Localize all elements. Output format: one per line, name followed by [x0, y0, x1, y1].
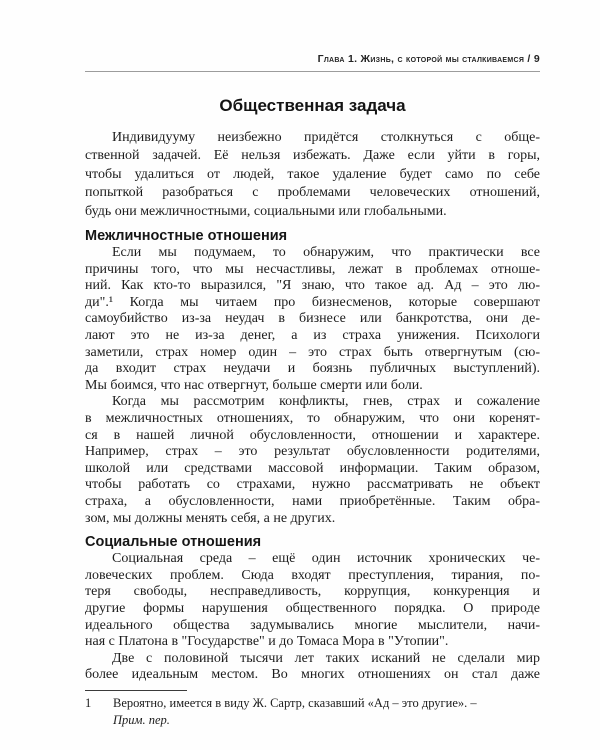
text-line: чтобы работать со страхами, нужно рассматривать не объект	[85, 477, 540, 493]
section-heading-interpersonal: Межличностные отношения	[85, 228, 288, 245]
text-line: Мы боимся, что нас отвергнут, больше смерти или боли.	[85, 377, 423, 393]
footnote-translator-note: Прим. пер.	[113, 712, 170, 727]
text-line: ная с Платона в "Государстве" и до Томаса Мора в "Утопии".	[85, 634, 449, 650]
text-line: да входит страх неудачи и боязнь публичных выступлений).	[85, 361, 540, 377]
text-line: другие формы нарушения общественного порядка. О природе	[85, 600, 540, 616]
text-column	[85, 0, 540, 729]
text-line: лают это не из-за денег, а из страха унижения. Психологи	[85, 328, 540, 343]
text-line: чтобы удалиться от людей, такое удаление будет само по себе	[85, 166, 540, 182]
footnote	[85, 690, 540, 729]
footnote-line: Вероятно, имеется в виду Ж. Сартр, сказавший «Ад – это другие». –	[113, 695, 477, 710]
text-line: Например, страх – это результат обусловленности родителями,	[85, 444, 540, 460]
paragraph-intro	[85, 129, 540, 221]
text-line: самоубийство из-за неудач в бизнесе или банкротства, они де-	[85, 311, 540, 327]
text-line: теря свободы, несправедливость, коррупция, конкуренция и	[85, 584, 540, 600]
text-line: заметили, страх номер один – это страх быть отвергнутым (сю-	[85, 344, 540, 360]
running-header-text: Глава 1. Жизнь, с которой мы сталкиваемся / 9	[317, 53, 540, 65]
text-line: более идеальным местом. Во многих отношениях он стал даже	[85, 667, 540, 683]
text-line: Две с половиной тысячи лет таких исканий не сделали мир	[112, 650, 540, 666]
text-line: школой или средствами массовой информации. Таким образом,	[85, 460, 540, 476]
page-title: Общественная задача	[219, 96, 406, 115]
text-line: Если мы подумаем, то обнаружим, что практически все	[112, 245, 540, 261]
paragraph-interpersonal-2	[85, 394, 540, 527]
text-line: попыткой разобраться с проблемами человеческих отношений,	[85, 185, 540, 201]
paragraph-interpersonal-1	[85, 245, 540, 394]
text-line: ний. Как кто-то выразился, "Я знаю, что такое ад. Ад – это лю-	[85, 278, 540, 294]
text-line: ся в нашей личной обусловленности, отношении и характере.	[85, 427, 540, 443]
text-line: Индивидууму неизбежно придётся столкнуться с обще-	[112, 130, 540, 145]
text-line: ди".¹ Когда мы читаем про бизнесменов, которые совершают	[85, 294, 540, 310]
running-header	[85, 53, 540, 72]
paragraph-social-2	[85, 651, 540, 684]
text-line: будь они межличностными, социальными или глобальными.	[85, 203, 447, 219]
text-line: зом, мы должны менять себя, а не других.	[85, 510, 336, 526]
text-line: страха, а обусловленности, нами приобретённые. Таким обра-	[85, 493, 540, 509]
text-line: Социальная среда – ещё один источник хронических че-	[112, 551, 540, 567]
text-line: идеального общества задумывались многие мыслители, начи-	[85, 617, 540, 633]
section-heading-social: Социальные отношения	[85, 534, 262, 551]
footnote-rule	[85, 690, 187, 691]
text-line: Когда мы рассмотрим конфликты, гнев, страх и сожаление	[112, 394, 540, 410]
footnote-text	[113, 695, 540, 729]
text-line: причины того, что мы несчастливы, лежат в проблемах отноше-	[85, 261, 540, 277]
footnote-body	[85, 695, 540, 729]
text-line: ственной задачей. Её нельзя избежать. Даже если уйти в горы,	[85, 148, 540, 164]
text-line: ловеческих проблем. Сюда входят преступления, тирания, по-	[85, 567, 540, 583]
paragraph-social-1	[85, 551, 540, 651]
text-line: в межличностных отношениях, то обнаружим, что они коренят-	[85, 410, 540, 426]
footnote-marker: 1	[85, 695, 92, 710]
